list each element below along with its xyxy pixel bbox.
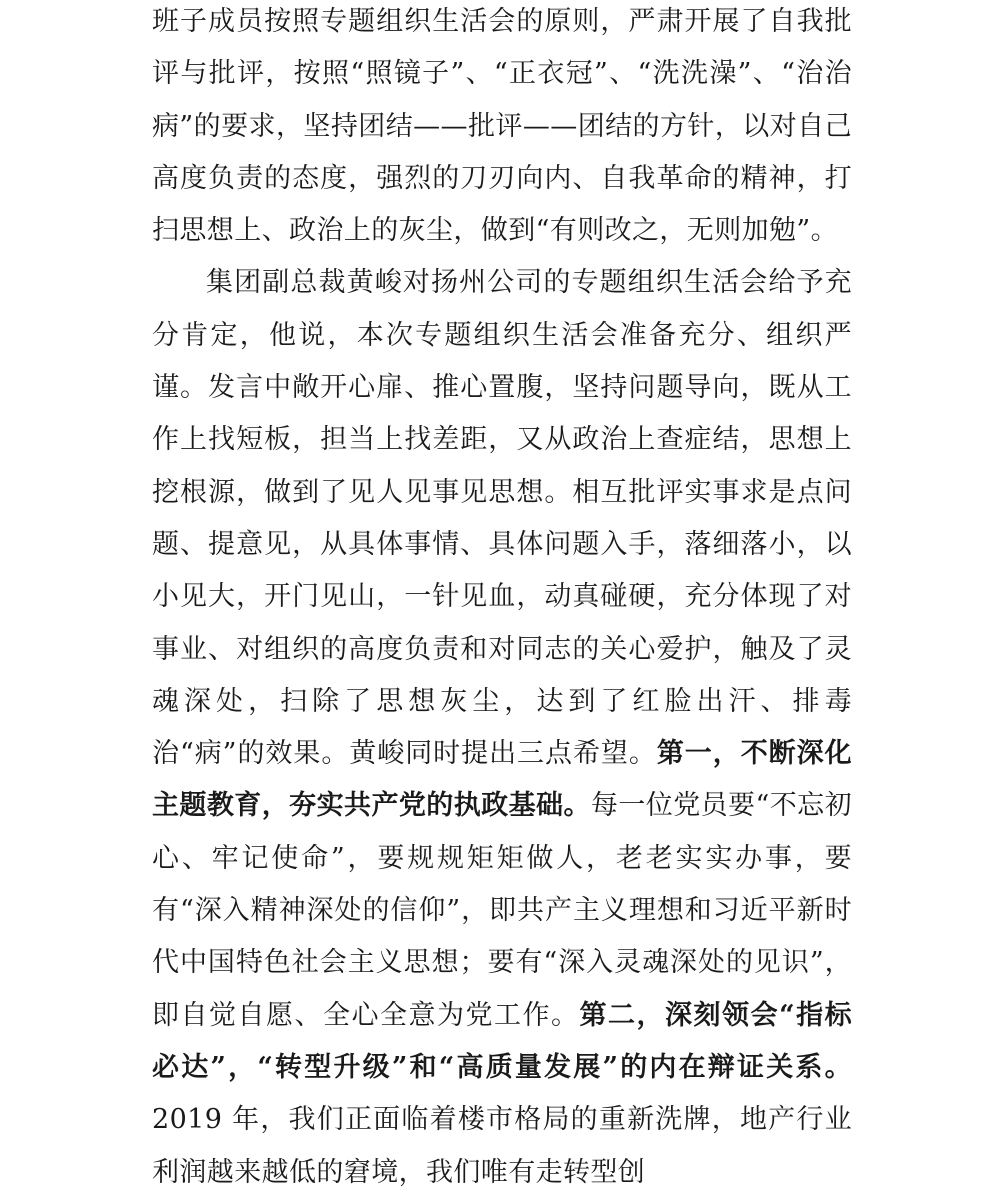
paragraph-2-text-c: 2019 年，我们正面临着楼市格局的重新洗牌，地产行业利润越来越低的窘境，我们唯有走转型创 — [152, 1104, 852, 1188]
paragraph-2-text-a: 集团副总裁黄峻对扬州公司的专题组织生活会给予充分肯定，他说，本次专题组织生活会准备充分、组织严谨。发言中敞开心扉、推心置腹，坚持问题导向，既从工作上找短板，担当上找差距，又从政治上查症结，思想上挖根源，做到了见人见事见思想。相互批评实事求是点问题、提意见，从具体事情、具体问题入手，落细落小，以小见大，开门见山，一针见血，动真碰硬，充分体现了对事业、对组织的高度负责和对同志的关心爱护，触及了灵魂深处，扫除了思想灰尘，达到了红脸出汗、排毒治“病”的效果。黄峻同时提出三点希望。 — [152, 267, 852, 770]
paragraph-1-text: 班子成员按照专题组织生活会的原则，严肃开展了自我批评与批评，按照“照镜子”、“正衣冠”、“洗洗澡”、“治治病”的要求，坚持团结——批评——团结的方针，以对自己高度负责的态度，强烈的刀刃向内、自我革命的精神，打扫思想上、政治上的灰尘，做到“有则改之，无则加勉”。 — [152, 6, 852, 247]
paragraph-2-text-b: 每一位党员要“不忘初心、牢记使命”，要规规矩矩做人，老老实实办事，要有“深入精神深处的信仰”，即共产主义理想和习近平新时代中国特色社会主义思想；要有“深入灵魂深处的见识”，即自觉自愿、全心全意为党工作。 — [152, 790, 852, 1031]
paragraph-2-bold-point-2: 第二，深刻领会“指标必达”，“转型升级”和“高质量发展”的内在辩证关系。 — [152, 999, 853, 1083]
paragraph-2-bold-point-1: 第一，不断深化主题教育，夯实共产党的执政基础。 — [152, 738, 852, 822]
document-page — [152, 0, 852, 1199]
paragraph-1 — [152, 0, 852, 257]
paragraph-2 — [152, 257, 852, 1198]
